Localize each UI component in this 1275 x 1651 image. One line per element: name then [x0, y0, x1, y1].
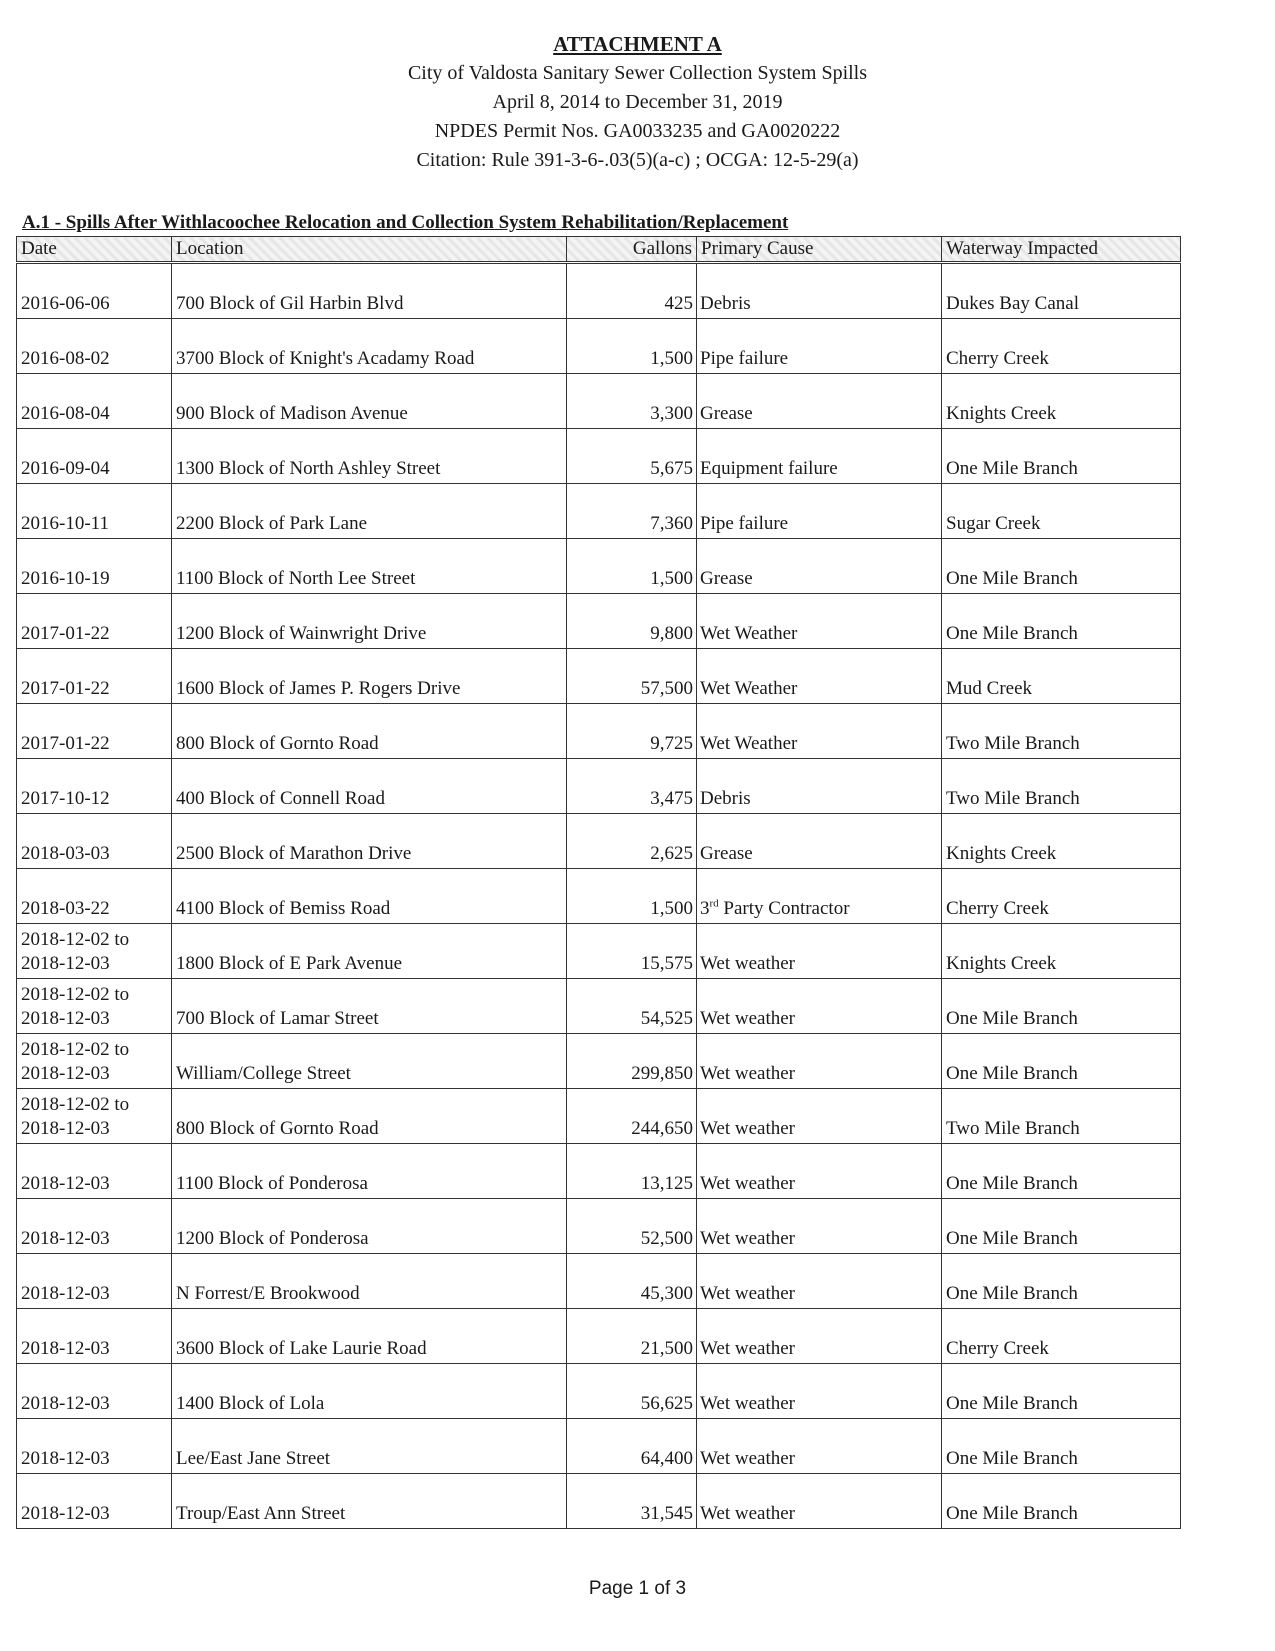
cell-waterway: Knights Creek — [942, 924, 1181, 979]
cell-waterway: One Mile Branch — [942, 1144, 1181, 1199]
cell-gallons: 1,500 — [567, 539, 697, 594]
cell-location: 3700 Block of Knight's Acadamy Road — [172, 319, 567, 374]
table-row — [17, 649, 1181, 704]
cell-primary-cause: Equipment failure — [697, 429, 942, 484]
cell-primary-cause: Grease — [697, 374, 942, 429]
cell-gallons: 9,800 — [567, 594, 697, 649]
cell-primary-cause: Debris — [697, 759, 942, 814]
column-header-primary-cause: Primary Cause — [697, 237, 942, 263]
cell-gallons: 57,500 — [567, 649, 697, 704]
cell-location: 1100 Block of Ponderosa — [172, 1144, 567, 1199]
cell-primary-cause: Pipe failure — [697, 484, 942, 539]
table-row — [17, 1034, 1181, 1089]
table-row — [17, 869, 1181, 924]
table-row — [17, 1254, 1181, 1309]
cell-date: 2018-12-03 — [17, 1309, 172, 1364]
cell-primary-cause: Debris — [697, 263, 942, 319]
table-row — [17, 429, 1181, 484]
table-row — [17, 1144, 1181, 1199]
cell-gallons: 64,400 — [567, 1419, 697, 1474]
column-header-waterway: Waterway Impacted — [942, 237, 1181, 263]
cell-date: 2018-12-02 to 2018-12-03 — [17, 979, 172, 1034]
table-row — [17, 263, 1181, 319]
table-row — [17, 814, 1181, 869]
cell-primary-cause: Wet weather — [697, 1144, 942, 1199]
table-row — [17, 374, 1181, 429]
cell-waterway: Cherry Creek — [942, 319, 1181, 374]
table-row — [17, 1199, 1181, 1254]
cell-date: 2017-01-22 — [17, 594, 172, 649]
cell-primary-cause: Wet Weather — [697, 649, 942, 704]
cell-date: 2018-03-03 — [17, 814, 172, 869]
cell-primary-cause: Wet weather — [697, 1254, 942, 1309]
table-row — [17, 1089, 1181, 1144]
header-city-line: City of Valdosta Sanitary Sewer Collection System Spills — [407, 62, 868, 84]
cell-location: 1200 Block of Ponderosa — [172, 1199, 567, 1254]
cell-gallons: 54,525 — [567, 979, 697, 1034]
cell-waterway: One Mile Branch — [942, 1419, 1181, 1474]
cell-waterway: One Mile Branch — [942, 1474, 1181, 1529]
header-date-range: April 8, 2014 to December 31, 2019 — [492, 91, 783, 113]
cell-waterway: Sugar Creek — [942, 484, 1181, 539]
table-row — [17, 539, 1181, 594]
section-title: A.1 - Spills After Withlacoochee Relocation and Collection System Rehabilitation/Replacement — [22, 212, 789, 233]
cell-gallons: 5,675 — [567, 429, 697, 484]
cell-date: 2016-06-06 — [17, 263, 172, 319]
cell-gallons: 56,625 — [567, 1364, 697, 1419]
cause-ordinal-suffix: rd — [709, 897, 719, 910]
cell-location: N Forrest/E Brookwood — [172, 1254, 567, 1309]
cell-waterway: Two Mile Branch — [942, 759, 1181, 814]
column-header-gallons: Gallons — [567, 237, 697, 263]
column-header-date: Date — [17, 237, 172, 263]
cell-waterway: Knights Creek — [942, 374, 1181, 429]
cause-text: Party Contractor — [718, 898, 850, 919]
cell-location: 2500 Block of Marathon Drive — [172, 814, 567, 869]
attachment-title: ATTACHMENT A — [553, 32, 722, 56]
cell-waterway: One Mile Branch — [942, 594, 1181, 649]
cell-date: 2018-12-03 — [17, 1364, 172, 1419]
cell-date: 2016-09-04 — [17, 429, 172, 484]
cell-date: 2018-03-22 — [17, 869, 172, 924]
cell-location: 800 Block of Gornto Road — [172, 704, 567, 759]
cell-waterway: One Mile Branch — [942, 1034, 1181, 1089]
cell-gallons: 3,300 — [567, 374, 697, 429]
cell-waterway: Cherry Creek — [942, 1309, 1181, 1364]
cell-location: 1800 Block of E Park Avenue — [172, 924, 567, 979]
table-row — [17, 594, 1181, 649]
cell-gallons: 1,500 — [567, 869, 697, 924]
cell-primary-cause: Wet Weather — [697, 594, 942, 649]
cell-waterway: Two Mile Branch — [942, 704, 1181, 759]
cell-date: 2016-08-04 — [17, 374, 172, 429]
cell-date: 2018-12-03 — [17, 1254, 172, 1309]
table-row — [17, 1309, 1181, 1364]
cell-primary-cause: Wet weather — [697, 979, 942, 1034]
cell-date: 2018-12-03 — [17, 1199, 172, 1254]
cell-gallons: 1,500 — [567, 319, 697, 374]
cell-gallons: 9,725 — [567, 704, 697, 759]
cell-date: 2017-01-22 — [17, 649, 172, 704]
table-row — [17, 1419, 1181, 1474]
cell-primary-cause: Wet Weather — [697, 704, 942, 759]
cell-location: 1300 Block of North Ashley Street — [172, 429, 567, 484]
cell-gallons: 3,475 — [567, 759, 697, 814]
table-row — [17, 1474, 1181, 1529]
cause-ordinal: 3 — [700, 898, 710, 919]
cell-gallons: 2,625 — [567, 814, 697, 869]
cell-waterway: Dukes Bay Canal — [942, 263, 1181, 319]
cell-primary-cause: Pipe failure — [697, 319, 942, 374]
cell-gallons: 15,575 — [567, 924, 697, 979]
cell-primary-cause: Wet weather — [697, 924, 942, 979]
cell-primary-cause: Wet weather — [697, 1364, 942, 1419]
cell-location: 2200 Block of Park Lane — [172, 484, 567, 539]
column-header-location: Location — [172, 237, 567, 263]
cell-gallons: 52,500 — [567, 1199, 697, 1254]
cell-primary-cause: Wet weather — [697, 1199, 942, 1254]
cell-primary-cause: Wet weather — [697, 1474, 942, 1529]
header-citation-line: Citation: Rule 391-3-6-.03(5)(a-c) ; OCGA: 12-5-29(a) — [416, 149, 859, 171]
cell-waterway: One Mile Branch — [942, 539, 1181, 594]
cell-location: 1600 Block of James P. Rogers Drive — [172, 649, 567, 704]
cell-location: 900 Block of Madison Avenue — [172, 374, 567, 429]
cell-location: 4100 Block of Bemiss Road — [172, 869, 567, 924]
cell-waterway: Cherry Creek — [942, 869, 1181, 924]
table-row — [17, 759, 1181, 814]
cell-primary-cause — [697, 869, 942, 924]
cell-location: 400 Block of Connell Road — [172, 759, 567, 814]
cell-location: 3600 Block of Lake Laurie Road — [172, 1309, 567, 1364]
cell-location: 700 Block of Lamar Street — [172, 979, 567, 1034]
cell-date: 2016-10-11 — [17, 484, 172, 539]
cell-waterway: One Mile Branch — [942, 1364, 1181, 1419]
cell-gallons: 425 — [567, 263, 697, 319]
cell-location: Troup/East Ann Street — [172, 1474, 567, 1529]
cell-waterway: Two Mile Branch — [942, 1089, 1181, 1144]
table-row — [17, 979, 1181, 1034]
cell-waterway: One Mile Branch — [942, 979, 1181, 1034]
cell-date: 2018-12-03 — [17, 1419, 172, 1474]
cell-location: 1200 Block of Wainwright Drive — [172, 594, 567, 649]
page-number: Page 1 of 3 — [588, 1578, 687, 1599]
document-header — [0, 30, 1275, 175]
cell-location: Lee/East Jane Street — [172, 1419, 567, 1474]
cell-location: William/College Street — [172, 1034, 567, 1089]
cell-gallons: 31,545 — [567, 1474, 697, 1529]
table-row — [17, 924, 1181, 979]
cell-waterway: Knights Creek — [942, 814, 1181, 869]
cell-primary-cause: Wet weather — [697, 1089, 942, 1144]
table-body — [17, 263, 1181, 1529]
cell-primary-cause: Wet weather — [697, 1034, 942, 1089]
table-row — [17, 484, 1181, 539]
cell-date: 2016-08-02 — [17, 319, 172, 374]
cell-gallons: 244,650 — [567, 1089, 697, 1144]
cell-date: 2018-12-03 — [17, 1144, 172, 1199]
table-row — [17, 704, 1181, 759]
cell-primary-cause: Grease — [697, 539, 942, 594]
cell-waterway: One Mile Branch — [942, 1254, 1181, 1309]
cell-location: 1400 Block of Lola — [172, 1364, 567, 1419]
cell-primary-cause: Wet weather — [697, 1309, 942, 1364]
cell-date: 2018-12-02 to 2018-12-03 — [17, 1034, 172, 1089]
cell-location: 700 Block of Gil Harbin Blvd — [172, 263, 567, 319]
table-header — [17, 237, 1181, 263]
cell-gallons: 299,850 — [567, 1034, 697, 1089]
cell-date: 2016-10-19 — [17, 539, 172, 594]
header-permit-line: NPDES Permit Nos. GA0033235 and GA0020222 — [434, 120, 841, 142]
cell-date: 2017-10-12 — [17, 759, 172, 814]
cell-date: 2017-01-22 — [17, 704, 172, 759]
table-row — [17, 319, 1181, 374]
cell-date: 2018-12-02 to 2018-12-03 — [17, 1089, 172, 1144]
cell-waterway: Mud Creek — [942, 649, 1181, 704]
cell-waterway: One Mile Branch — [942, 429, 1181, 484]
cell-primary-cause: Grease — [697, 814, 942, 869]
table-row — [17, 1364, 1181, 1419]
spills-table — [16, 236, 1181, 1529]
cell-gallons: 7,360 — [567, 484, 697, 539]
cell-primary-cause: Wet weather — [697, 1419, 942, 1474]
cell-date: 2018-12-02 to 2018-12-03 — [17, 924, 172, 979]
cell-waterway: One Mile Branch — [942, 1199, 1181, 1254]
cell-gallons: 45,300 — [567, 1254, 697, 1309]
cell-gallons: 21,500 — [567, 1309, 697, 1364]
cell-gallons: 13,125 — [567, 1144, 697, 1199]
cell-date: 2018-12-03 — [17, 1474, 172, 1529]
cell-location: 1100 Block of North Lee Street — [172, 539, 567, 594]
cell-location: 800 Block of Gornto Road — [172, 1089, 567, 1144]
